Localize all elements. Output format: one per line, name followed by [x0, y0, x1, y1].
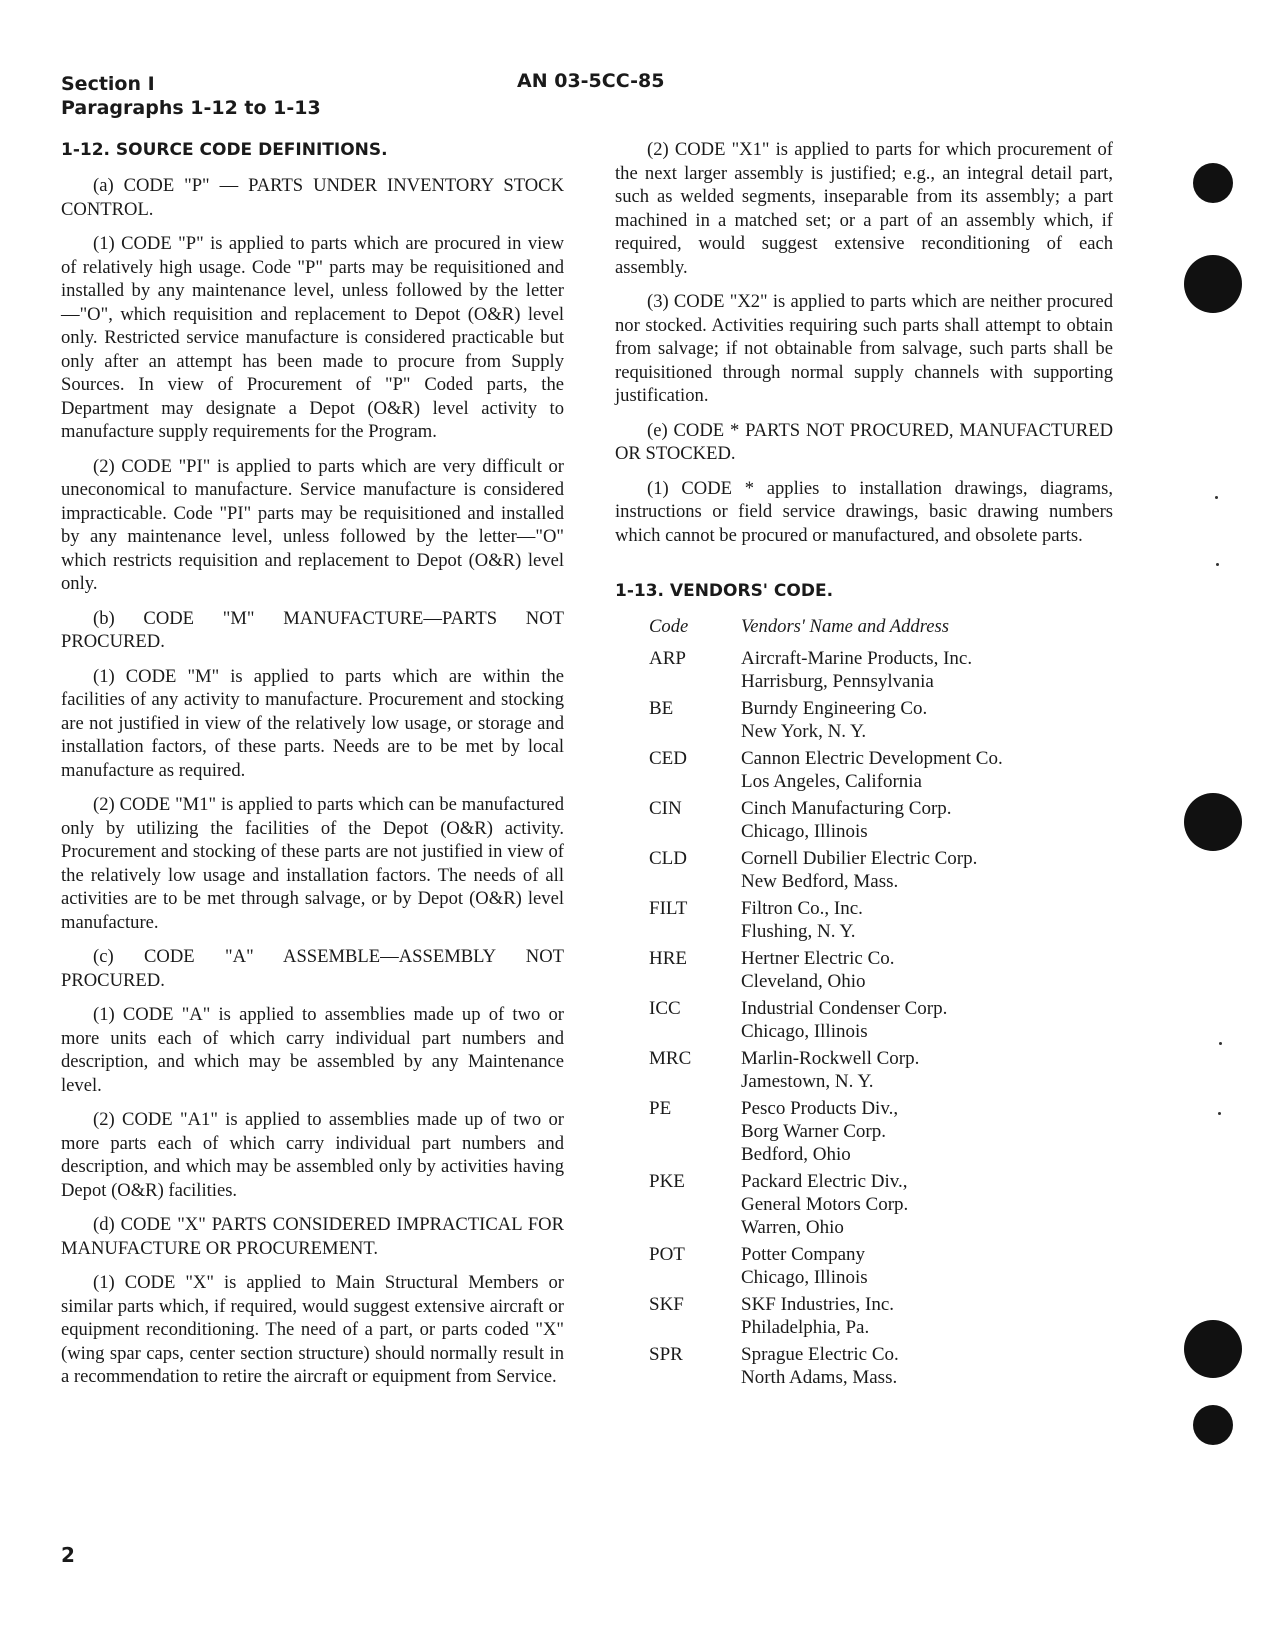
vendor-name: Packard Electric Div., — [741, 1170, 908, 1192]
vendor-name-address — [741, 1097, 1113, 1166]
vendor-name-address — [741, 1047, 1113, 1093]
vendor-code: MRC — [649, 1047, 692, 1069]
vendor-name-address — [741, 697, 1113, 743]
section-label: Section I — [61, 73, 155, 95]
vendor-row — [615, 1170, 1113, 1239]
vendor-name: Filtron Co., Inc. — [741, 897, 863, 919]
vendor-address-line: Bedford, Ohio — [741, 1143, 851, 1165]
vendor-name-address — [741, 1293, 1113, 1339]
vendor-row — [615, 747, 1113, 793]
vendor-name: Potter Company — [741, 1243, 866, 1265]
page-number: 2 — [61, 1543, 75, 1567]
vendor-code: FILT — [649, 897, 688, 919]
vendor-code: BE — [649, 697, 674, 719]
code-a-para-1: (1) CODE "A" is applied to assemblies made up of two or more units each of which carry individual part numbers and description, and which may be assembled by any Maintenance level. — [61, 1004, 564, 1096]
vendor-name: Marlin-Rockwell Corp. — [741, 1047, 920, 1069]
vendor-row — [615, 1097, 1113, 1166]
code-a-title: (c) CODE "A" ASSEMBLE—ASSEMBLY NOT PROCURED. — [61, 946, 564, 991]
vendor-name-address — [741, 897, 1113, 943]
vendor-address-line: Flushing, N. Y. — [741, 920, 856, 942]
vendor-address-line: Philadelphia, Pa. — [741, 1316, 870, 1338]
vendor-row — [615, 797, 1113, 843]
vendor-name: SKF Industries, Inc. — [741, 1293, 895, 1315]
vendor-name: Industrial Condenser Corp. — [741, 997, 948, 1019]
vendor-code: PKE — [649, 1170, 685, 1192]
vendor-name-address — [741, 847, 1113, 893]
right-column — [615, 138, 1113, 1393]
vendor-address-line: Chicago, Illinois — [741, 1020, 868, 1042]
vendor-row — [615, 897, 1113, 943]
vendor-address-line: Borg Warner Corp. — [741, 1120, 886, 1142]
code-x-para-1: (1) CODE "X" is applied to Main Structural Members or similar parts which, if required, would suggest extensive aircraft or equipment reconditioning. The need of a part, or parts coded "X" (wing spar caps, center section structure) should normally result in a recommendation to retire the aircraft or equipment from Service. — [61, 1272, 564, 1387]
vendor-name: Cinch Manufacturing Corp. — [741, 797, 952, 819]
left-column — [61, 138, 564, 1400]
vendor-address-line: Los Angeles, California — [741, 770, 922, 792]
binder-hole — [1193, 163, 1233, 203]
vendor-code: CED — [649, 747, 687, 769]
binder-hole — [1184, 255, 1242, 313]
code-a-para-2: (2) CODE "A1" is applied to assemblies made up of two or more parts each of which carry individual part numbers and description, and which may be assembled only by activities having Depot (O&R) facilities. — [61, 1109, 564, 1201]
vendor-table — [615, 647, 1113, 1389]
vendor-address-line: Cleveland, Ohio — [741, 970, 866, 992]
vendor-code: CLD — [649, 847, 687, 869]
vendor-name-address — [741, 797, 1113, 843]
vendor-name: Aircraft-Marine Products, Inc. — [741, 647, 973, 669]
vendor-address-line: Harrisburg, Pennsylvania — [741, 670, 934, 692]
vendor-table-header — [615, 615, 1113, 639]
code-p-para-2: (2) CODE "PI" is applied to parts which are very difficult or uneconomical to manufacture. Service manufacture is considered impracticable. Code "PI" parts may be requisitioned and installed by any maintenance level, unless followed by the letter—"O" which restricts requisition and replacement to Depot (O&R) level only. — [61, 455, 564, 594]
scan-speck — [1218, 1112, 1221, 1115]
vendor-code: PE — [649, 1097, 672, 1119]
vendor-address-line: Warren, Ohio — [741, 1216, 844, 1238]
code-x-para-3: (3) CODE "X2" is applied to parts which are neither procured nor stocked. Activities requiring such parts shall attempt to obtain from salvage; if not obtainable from salvage, such parts shall be requisitioned through normal supply channels with supporting justification. — [615, 291, 1113, 406]
vendor-address-line: General Motors Corp. — [741, 1193, 909, 1215]
vendor-address-line: Jamestown, N. Y. — [741, 1070, 874, 1092]
vendor-name-address — [741, 747, 1113, 793]
code-p-para-1: (1) CODE "P" is applied to parts which are procured in view of relatively high usage. Code "P" parts may be requisitioned and installed by any maintenance level, unless followed by the letter—"O", which requisition and replacement to Depot (O&R) level only. Restricted service manufacture is considered practicable but only after an attempt has been made to procure from Supply Sources. In view of Procurement of "P" Coded parts, the Department may designate a Depot (O&R) level activity to manufacture supply requirements for the Program. — [61, 233, 564, 442]
scan-speck — [1215, 496, 1218, 499]
vendor-code: POT — [649, 1243, 685, 1265]
code-star-para-1: (1) CODE * applies to installation drawings, diagrams, instructions or field service drawings, basic drawing numbers which cannot be procured or manufactured, and obsolete parts. — [615, 477, 1113, 546]
code-p-title: (a) CODE "P" — PARTS UNDER INVENTORY STOCK CONTROL. — [61, 175, 564, 220]
vendor-row — [615, 997, 1113, 1043]
vendor-row — [615, 697, 1113, 743]
section-heading-1-13: 1-13. VENDORS' CODE. — [615, 581, 834, 601]
vendor-name-address — [741, 1243, 1113, 1289]
code-x-para-2: (2) CODE "X1" is applied to parts for which procurement of the next larger assembly is justified; e.g., an integral detail part, such as welded segments, inseparable from its assembly; a part machined in a matched set; or a part of an assembly which, if required, would suggest extensive reconditioning of each assembly. — [615, 139, 1113, 278]
scan-speck — [1219, 1042, 1222, 1045]
code-m-para-2: (2) CODE "M1" is applied to parts which can be manufactured only by utilizing the facilities of the Depot (O&R) activity. Procurement and stocking of these parts are not justified in view of the relatively low usage and installation factors. The needs of all activities are to be met through salvage, or by Depot (O&R) level manufacture. — [61, 794, 564, 933]
vendor-name: Cannon Electric Development Co. — [741, 747, 1003, 769]
binder-hole — [1193, 1405, 1233, 1445]
vendor-code: ICC — [649, 997, 681, 1019]
vendor-address-line: Chicago, Illinois — [741, 1266, 868, 1288]
vendor-row — [615, 1243, 1113, 1289]
vendor-row — [615, 947, 1113, 993]
vendor-name: Burndy Engineering Co. — [741, 697, 928, 719]
vendor-address-line: Chicago, Illinois — [741, 820, 868, 842]
vendor-name: Cornell Dubilier Electric Corp. — [741, 847, 978, 869]
vendor-row — [615, 847, 1113, 893]
vendor-row — [615, 1343, 1113, 1389]
vendor-row — [615, 1047, 1113, 1093]
code-star-title: (e) CODE * PARTS NOT PROCURED, MANUFACTURED OR STOCKED. — [615, 419, 1113, 464]
code-m-title: (b) CODE "M" MANUFACTURE—PARTS NOT PROCURED. — [61, 607, 564, 652]
vendor-code: SKF — [649, 1293, 684, 1315]
vendor-name-address — [741, 947, 1113, 993]
vendor-code: CIN — [649, 797, 682, 819]
code-x-title: (d) CODE "X" PARTS CONSIDERED IMPRACTICAL FOR MANUFACTURE OR PROCUREMENT. — [61, 1214, 564, 1259]
vendor-name: Hertner Electric Co. — [741, 947, 895, 969]
vendor-name-address — [741, 997, 1113, 1043]
binder-hole — [1184, 1320, 1242, 1378]
vendor-code-column-header: Code — [649, 616, 689, 637]
vendor-address-line: New Bedford, Mass. — [741, 870, 899, 892]
vendor-row — [615, 1293, 1113, 1339]
document-number: AN 03-5CC-85 — [517, 70, 665, 92]
code-m-para-1: (1) CODE "M" is applied to parts which are within the facilities of any activity to manufacture. Procurement and stocking are not justified in view of the relatively low usage, or storage and installation factors, of these parts. Needs are to be met by local manufacture as required. — [61, 665, 564, 781]
scan-speck — [1216, 563, 1219, 566]
vendor-name: Pesco Products Div., — [741, 1097, 899, 1119]
vendor-address-line: New York, N. Y. — [741, 720, 867, 742]
vendor-name-address — [741, 1170, 1113, 1239]
section-heading-1-12: 1-12. SOURCE CODE DEFINITIONS. — [61, 140, 388, 160]
vendor-code: SPR — [649, 1343, 683, 1365]
vendor-name-address — [741, 1343, 1113, 1389]
vendor-name: Sprague Electric Co. — [741, 1343, 899, 1365]
vendor-name-address — [741, 647, 1113, 693]
vendor-row — [615, 647, 1113, 693]
vendor-code: ARP — [649, 647, 686, 669]
vendor-name-column-header: Vendors' Name and Address — [741, 616, 949, 637]
vendor-address-line: North Adams, Mass. — [741, 1366, 898, 1388]
paragraphs-label: Paragraphs 1-12 to 1-13 — [61, 97, 321, 119]
vendor-code: HRE — [649, 947, 687, 969]
binder-hole — [1184, 793, 1242, 851]
running-header-left — [61, 72, 321, 120]
